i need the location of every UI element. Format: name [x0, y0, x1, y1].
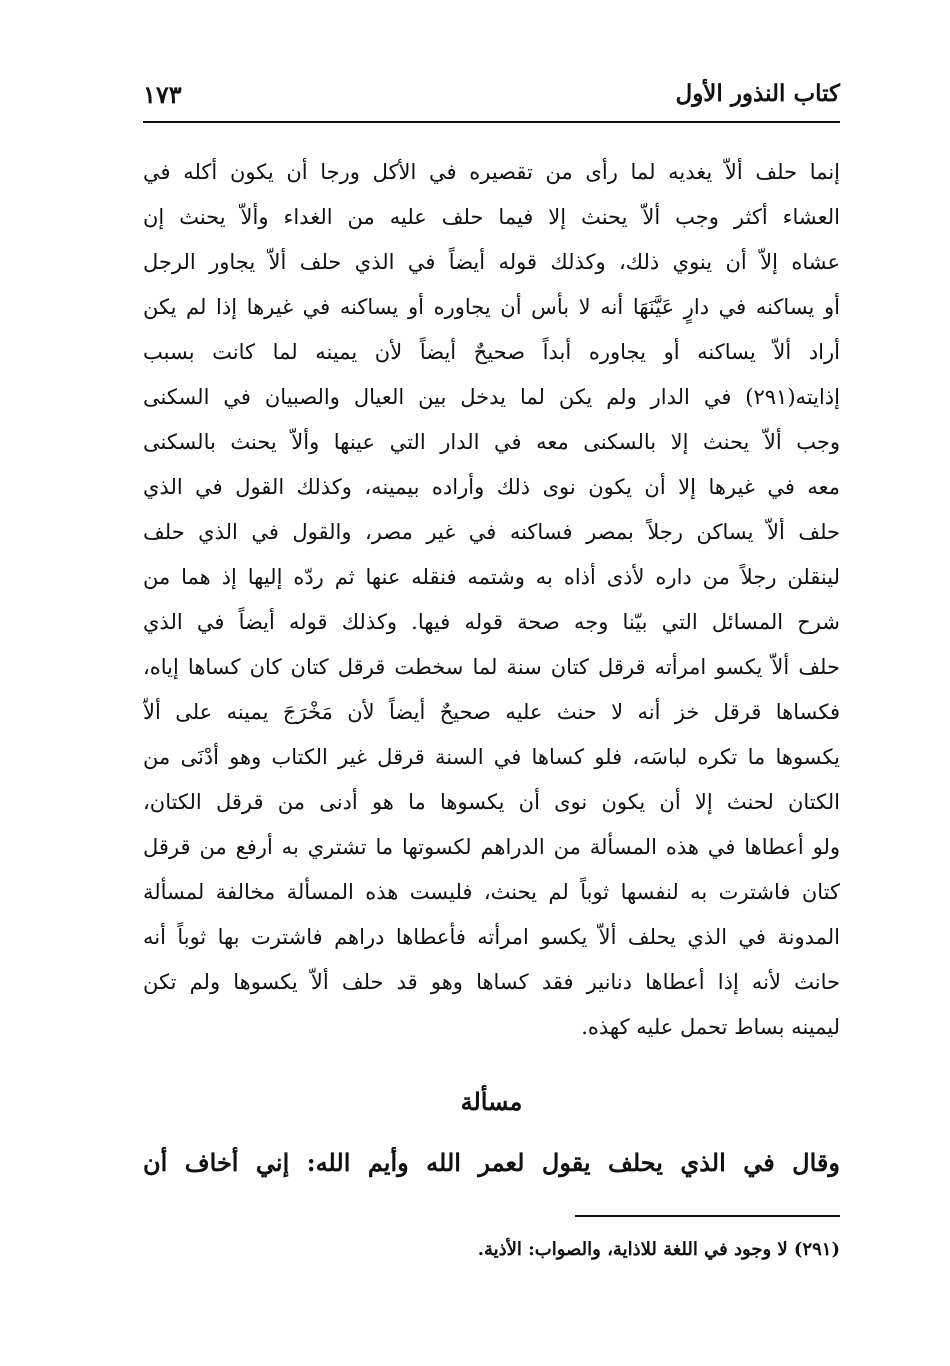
text-line: إنما حلف ألاّ يغديه لما رأى من تقصيره في الأكل ورجا أن يكون أكله في [143, 160, 840, 184]
text-line: حلف ألاّ يساكن رجلاً بمصر فساكنه في غير مصر، والقول في الذي حلف [143, 520, 840, 544]
section-heading: مسألة [460, 1087, 523, 1116]
text-line: يكسوها ما تكره لباسَه، فلو كساها في السنة قرقل غير الكتاب وهو أدْنَى من [143, 745, 840, 769]
footnote: (٢٩١) لا وجود في اللغة للاذاية، والصواب: الأذية. [477, 1239, 840, 1260]
text-line: شرح المسائل التي بيّنا وجه صحة قوله فيها. وكذلك قوله أيضاً في الذي [143, 610, 840, 634]
text-line: العشاء أكثر وجب ألاّ يحنث إلا فيما حلف عليه من الغداء وألاّ يحنث إن [143, 205, 840, 229]
text-line: حلف ألاّ يكسو امرأته قرقل كتان سنة لما سخطت قرقل كتان كان كساها إياه، [143, 655, 840, 679]
text-line: ولو أعطاها في هذه المسألة من الدراهم لكسوتها ما تشتري به أرفع من قرقل [143, 835, 840, 859]
text-line: عشاه إلاّ أن ينوي ذلك، وكذلك قوله أيضاً في الذي حلف ألاّ يجاور الرجل [143, 250, 840, 274]
page-number: ١٧٣ [143, 80, 182, 109]
running-title: كتاب النذور الأول [675, 80, 840, 107]
text-line: وجب ألاّ يحنث إلا بالسكنى معه في الدار التي عينها وألاّ يحنث بالسكنى [143, 430, 840, 454]
text-line: فكساها قرقل خز أنه لا حنث عليه صحيحٌ أيضاً لأن مَخْرَجَ يمينه على ألاّ [143, 700, 840, 724]
header-rule [143, 121, 840, 123]
page-header [143, 70, 840, 120]
section-lead-line: وقال في الذي يحلف يقول لعمر الله وأيم الله: إني أخاف أن [143, 1148, 840, 1177]
footnote-rule [575, 1215, 840, 1217]
text-line: كتان فاشترت به لنفسها ثوباً لم يحنث، فليست هذه المسألة مخالفة لمسألة [143, 880, 840, 904]
text-line: حانث لأنه إذا أعطاها دنانير فقد كساها وهو قد حلف ألاّ يكسوها ولم تكن [143, 970, 840, 994]
body-text [143, 150, 840, 1050]
text-line: إذايته(٢٩١) في الدار ولم يكن لما يدخل بين العيال والصبيان في السكنى [143, 385, 840, 409]
text-line: ليمينه بساط تحمل عليه كهذه. [581, 1015, 840, 1039]
text-line: أو يساكنه في دارٍ عَيَّنَهَا أنه لا بأس أن يجاوره أو يساكنه في غيرها إذا لم يكن [143, 295, 840, 319]
text-line: الكتان لحنث إلا أن يكون نوى أن يكسوها ما هو أدنى من قرقل الكتان، [143, 790, 840, 814]
text-line: أراد ألاّ يساكنه أو يجاوره أبداً صحيحٌ أيضاً لأن يمينه لما كانت بسبب [143, 340, 840, 364]
text-line: المدونة في الذي يحلف ألاّ يكسو امرأته فأعطاها دراهم فاشترت بها ثوباً أنه [143, 925, 840, 949]
text-line: لينقلن رجلاً من داره لأذى أذاه به وشتمه فنقله عنها ثم ردّه إليها إذ هما من [143, 565, 840, 589]
text-line: معه في غيرها إلا أن يكون نوى ذلك وأراده بيمينه، وكذلك القول في الذي [143, 475, 840, 499]
